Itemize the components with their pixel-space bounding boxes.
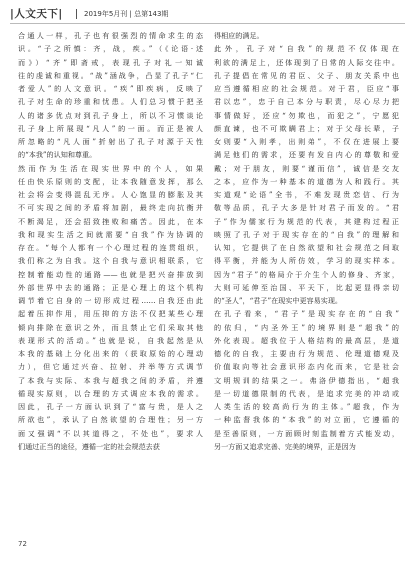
text-line: 文明规训的结果之一。弗洛伊德指出，“超我 <box>214 375 399 385</box>
text-line: 的依归，“内圣外王”的境界则是“超我”的 <box>214 322 399 332</box>
text-line: 之本，应作为一种基本的道德为人和践行。其 <box>214 176 399 186</box>
text-line: 的“圣人”，“君子”在现实中更容易实现。 <box>214 296 343 305</box>
text-line: 外化表现。超我位于人格结构的最高层，是道 <box>214 335 399 345</box>
journal-title: |人文天下| <box>10 8 63 20</box>
text-line: 外部世界中去的通路；正是心理上的这个机构 <box>18 282 203 292</box>
text-line: 事情做好，还应“勿欺也，而犯之”，宁愿犯 <box>214 110 399 120</box>
text-line: 者爱人”的人文意识。“疾”即疾病，反映了 <box>18 84 203 93</box>
text-line: 应当遵循相应的社会规范。对于君，臣应“事 <box>214 84 399 93</box>
text-line: 合通人一样，孔子也有很强烈的情命求生的态 <box>18 31 203 40</box>
text-line: 社会将会变得混乱无序。人心饱显的膨胀及其 <box>18 190 203 199</box>
text-line: 得平衡，并能为人所仿效，学习的现实样本。 <box>214 256 399 266</box>
text-line: 映照了孔子对于现实存在的“自我”的理解和 <box>214 229 399 239</box>
text-line: 我们称之为自我。这个自我与意识相联系，它 <box>18 256 203 266</box>
text-line: 子”作为儒家行为规范的代表，其建构过程正 <box>214 216 399 226</box>
right-column <box>214 29 399 453</box>
text-line: 德化的自我，主要由行为规范、伦理道德观及 <box>214 349 399 358</box>
text-line: 另一方面又追求完善、完美的境界，正是因为 <box>214 441 356 451</box>
text-line: 敬等品质，孔子大多是针对君子而发的。“君 <box>214 203 399 213</box>
text-line: 在孔子看来，“君子”是现实存在的“自我” <box>214 309 399 319</box>
text-line: 循现实原则，以合理的方式调应本我的需求。 <box>18 388 203 398</box>
text-line: 大则可延伸至治国、平天下，比起更显得亲切 <box>214 282 399 292</box>
text-line: 倾向排除在意识之外，而且禁止它们采取其他 <box>18 322 203 332</box>
header-divider <box>76 9 77 19</box>
text-line: 的“本我”的认知和尊重。 <box>18 150 97 160</box>
text-line: 起着压抑作用，用压抑的方法不仅把某些心理 <box>18 309 203 319</box>
text-line: 面又强调“不以其道得之，不处也”，要求人 <box>18 428 203 438</box>
text-line: 任由快乐原则的支配，让本我随意发挥，那么 <box>18 176 203 186</box>
text-line: 所忽略的“凡人面”折射出了孔子对源于天性 <box>18 137 203 146</box>
page-header <box>10 6 405 22</box>
text-line: 了本我与实际、本我与超我之间的矛盾，并遵 <box>18 375 203 385</box>
text-line: 一种监督我体的“本我”的对立面，它遵循的 <box>214 415 399 425</box>
text-line: 不断渴足，还会招致挫败和痛苦。因此，在本 <box>18 216 203 226</box>
text-line: 戴；对于朋友，则要“谨而信”，诚信是交友 <box>214 163 399 173</box>
text-line: 此外，孔子对“自我”的规范不仅体现在 <box>214 44 399 54</box>
text-line: 利欲的满足上，还体现到了日常的人际交往中。 <box>214 57 399 67</box>
text-line: 存在。“每个人都有一个心理过程的连贯组织， <box>18 243 203 252</box>
text-line: 所欲也”，承认了自然欲望的合理性；另一方 <box>18 415 203 425</box>
text-line: 控制着能动性的通路——也就是把兴奋排放到 <box>18 269 203 279</box>
text-line: 我和现实生活之间就需要“自我”作为协调的 <box>18 229 203 239</box>
text-line: 得相应的满足。 <box>214 31 264 40</box>
text-line: 是至善原则，一方面顾时刻监制着方式能发动， <box>214 428 399 438</box>
page-number: 72 <box>18 540 27 548</box>
text-line: 不可实现之间的矛盾将加剧，最终走向抗衡并 <box>18 203 203 213</box>
left-column <box>18 29 203 453</box>
text-line: 认知，它提供了在自然欲望和社会规范之间取 <box>214 243 399 252</box>
text-line: 价值取向等社会意识形态内化而来，它是社会 <box>214 362 399 372</box>
text-line: 孔子对生命的珍重和忧患。人们总习惯于把圣 <box>18 97 203 107</box>
text-line: 满足他们的需求，还要有发自内心的尊敬和爱 <box>214 150 399 160</box>
issue-info: 2019年5月刊 | 总第143期 <box>84 10 169 18</box>
text-line: 君以忠”，忠于自己本分与职责，尽心尽力把 <box>214 97 399 107</box>
text-line: 实道观“论语”全书，不难发现贵恋信、行为 <box>214 190 399 199</box>
text-line: 然而作为生活在现实世界中的个人，如果 <box>18 163 203 173</box>
text-line: 因此，孔子一方面认识到了“富与贵，是人之 <box>18 402 203 411</box>
text-line: 是一切道德限制的代表，是追求完美的冲动或 <box>214 388 399 398</box>
text-line: 颜直谏，也不可欺瞒君上；对于父母长辈，子 <box>214 123 399 133</box>
text-line: 本我的基础上分化出来的（获取原始的心理动 <box>18 349 203 358</box>
text-line: 力），但它通过兴奋、拉射、并举等方式调节 <box>18 362 203 372</box>
text-line: 孔子身上所展现“凡人”的一面。而正是被人 <box>18 123 203 133</box>
header-rule <box>10 23 405 24</box>
text-line: 孔子提倡在常见的君臣、父子、朋友关系中也 <box>214 70 399 80</box>
text-line: 人的诸多优点对到孔子身上，所以不习惯谈论 <box>18 110 203 120</box>
text-line: 女则要“入则孝，出则弟”，不仅在进展上要 <box>214 137 399 146</box>
text-line: 往的虔诚和重视。“战”涵战争，凸显了孔子“仁 <box>18 70 203 80</box>
text-line: 人类生活的较高尚行为的主体。”超我，作为 <box>214 402 399 411</box>
text-line: 因为“君子”的格局介于介生个人的修身、齐家， <box>214 269 399 279</box>
text-line: 识。“子之所慎：齐，战，疾。”（《论语·述 <box>18 44 203 54</box>
text-line: 而》）“齐”即斋戒，表现孔子对礼一知诚 <box>18 57 203 67</box>
text-line: 们通过正当的途径，遵循一定的社会规范去获 <box>18 441 160 451</box>
text-line: 表现形式的活动。”也就是说，自我起然是从 <box>18 335 203 345</box>
text-line: 调节着它自身的一切形成过程……自我还由此 <box>18 296 203 305</box>
